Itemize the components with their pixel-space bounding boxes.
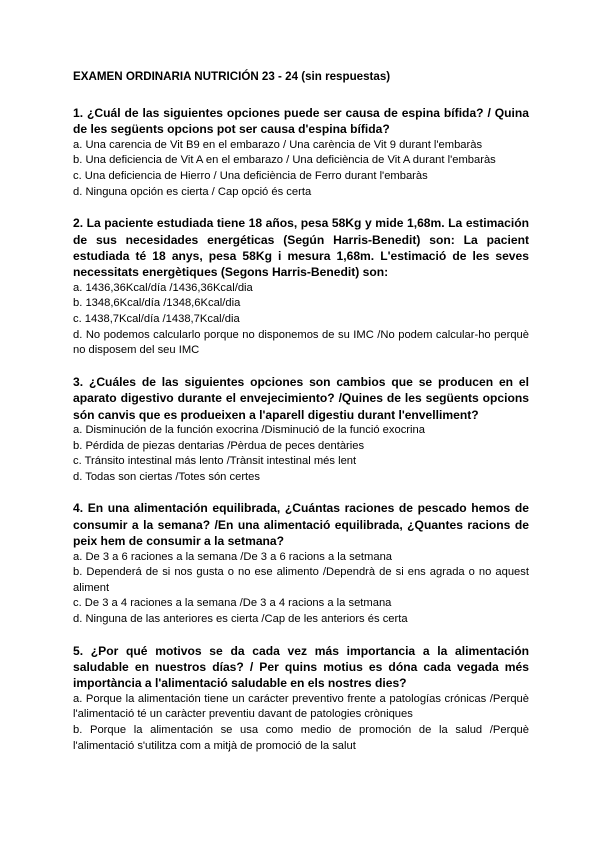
option-c: c. Tránsito intestinal más lento /Trànsit intestinal més lent bbox=[73, 455, 357, 468]
question-text: 5. ¿Por qué motivos se da cada vez más importancia a la alimentación saludable en nuestros días? / Per quins motius es dóna cada vegada més importància a l'alimentació saludable en els nostres dies? bbox=[73, 643, 529, 691]
option-b: b. Porque la alimentación se usa como medio de promoción de la salud /Perquè l'alimentació s'utilitza com a mitjà de promoció de la salut bbox=[73, 723, 529, 752]
option-a: a. Una carencia de Vit B9 en el embarazo / Una carència de Vit 9 durant l'embaràs bbox=[73, 138, 483, 151]
option-b: b. Una deficiencia de Vit A en el embarazo / Una deficiència de Vit A durant l'embaràs bbox=[73, 154, 496, 167]
option-d: d. Todas son ciertas /Totes són certes bbox=[73, 470, 260, 483]
option-d: d. Ninguna de las anteriores es cierta /Cap de les anteriors és certa bbox=[73, 612, 408, 625]
option-b: b. 1348,6Kcal/día /1348,6Kcal/dia bbox=[73, 297, 241, 310]
option-a: a. Disminución de la función exocrina /Disminució de la funció exocrina bbox=[73, 424, 425, 436]
question-text: 3. ¿Cuáles de las siguientes opciones son cambios que se producen en el aparato digestivo durante el envejecimiento? /Quines de les següents opcions són canvis que es produeixen a l'aparell digestiu durant l'envelliment? bbox=[73, 374, 529, 422]
option-c: c. 1438,7Kcal/día /1438,7Kcal/dia bbox=[73, 313, 240, 325]
question-4 bbox=[73, 500, 529, 627]
question-text: 4. En una alimentación equilibrada, ¿Cuántas raciones de pescado hemos de consumir a la semana? /En una alimentació equilibrada, ¿Quantes racions de peix hem de consumir a la setmana? bbox=[73, 501, 529, 549]
question-3 bbox=[73, 374, 529, 486]
question-2 bbox=[73, 215, 529, 359]
option-c: c. Una deficiencia de Hierro / Una deficiència de Ferro durant l'embaràs bbox=[73, 170, 428, 182]
question-5 bbox=[73, 643, 529, 755]
option-b: b. Pérdida de piezas dentarias /Pèrdua de peces dentàries bbox=[73, 439, 365, 452]
option-a: a. Porque la alimentación tiene un carácter preventivo frente a patologías crónicas /Perquè l'alimentació té un caràcter preventiu davant de patologies cròniques bbox=[73, 692, 529, 721]
option-d: d. Ninguna opción es cierta / Cap opció és certa bbox=[73, 185, 312, 198]
question-text: 1. ¿Cuál de las siguientes opciones puede ser causa de espina bífida? / Quina de les següents opcions pot ser causa d'espina bífida? bbox=[73, 106, 529, 137]
question-text: 2. La paciente estudiada tiene 18 años, pesa 58Kg y mide 1,68m. La estimación de sus necesidades energéticas (Según Harris-Benedit) son: La pacient estudiada té 18 anys, pesa 58Kg i mesura 1,68m. L'estimació de les seves necessitats energètiques (Segons Harris-Benedit) son: bbox=[73, 216, 529, 280]
option-d: d. No podemos calcularlo porque no disponemos de su IMC /No podem calcular-ho perquè no disposem del seu IMC bbox=[73, 328, 529, 357]
exam-title: EXAMEN ORDINARIA NUTRICIÓN 23 - 24 (sin respuestas) bbox=[73, 70, 391, 83]
option-a: a. De 3 a 6 raciones a la semana /De 3 a 6 racions a la setmana bbox=[73, 550, 393, 563]
option-c: c. De 3 a 4 raciones a la semana /De 3 a 4 racions a la setmana bbox=[73, 597, 392, 610]
question-1 bbox=[73, 105, 529, 200]
option-b: b. Dependerá de si nos gusta o no ese alimento /Dependrà de si ens agrada o no aquest aliment bbox=[73, 566, 529, 594]
option-a: a. 1436,36Kcal/día /1436,36Kcal/dia bbox=[73, 281, 253, 294]
